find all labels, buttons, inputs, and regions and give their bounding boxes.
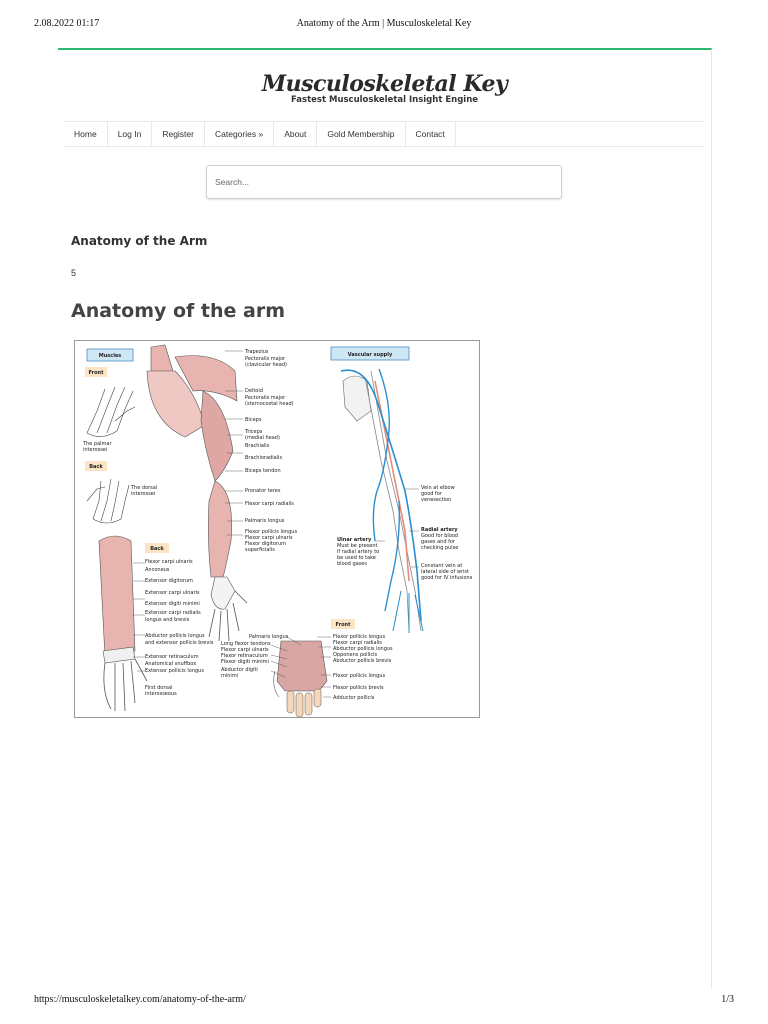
nav-item-contact[interactable]: Contact (406, 122, 456, 146)
label-hand-palmaris-longus: Palmaris longus (249, 634, 289, 640)
label-deltoid: Deltoid (245, 388, 263, 394)
label-venesection: venesection (421, 497, 452, 503)
label-palmar-2: interossei (83, 447, 108, 453)
palmar-hand-sketch (87, 387, 135, 437)
label-gases-and: gases and for (421, 539, 455, 545)
label-pectoralis-major-2: Pectoralis major (245, 395, 286, 401)
label-epl: Extensor pollicis longus (145, 668, 204, 674)
label-pectoralis-major-1: Pectoralis major (245, 356, 286, 362)
label-epb: and extensor pollicis brevis (145, 640, 214, 646)
label-biceps: Biceps (245, 417, 262, 423)
site-tagline: Fastest Musculoskeletal Insight Engine (290, 95, 479, 105)
label-hand-fcu: Flexor carpi ulnaris (221, 647, 269, 653)
label-dorsal-1: The dorsal (131, 485, 158, 491)
print-date: 2.08.2022 01:17 (34, 18, 100, 29)
nav-item-log-in[interactable]: Log In (108, 122, 153, 146)
label-flexor-carpi-radialis: Flexor carpi radialis (245, 501, 294, 507)
label-extensor-digiti-minimi: Extensor digiti minimi (145, 601, 200, 607)
back-leader-lines (133, 563, 145, 671)
label-flexor-digitorum: Flexor digitorum (245, 541, 287, 547)
label-vein-elbow: Vein at elbow (421, 485, 455, 491)
label-superficialis: superficialis (245, 547, 275, 553)
label-iv-infusions: good for IV infusions (421, 575, 473, 581)
label-extensor-retinaculum: Extensor retinaculum (145, 654, 199, 660)
label-abductor-digiti: Abductor digiti (221, 667, 258, 673)
page-frame (58, 48, 712, 988)
muscles-box-label: Muscles (98, 353, 122, 359)
label-dorsal-2: interossei (131, 491, 156, 497)
label-adductor-pollicis: Adductor pollicis (333, 695, 375, 701)
front-label-2: Front (335, 622, 351, 628)
label-hand-apl: Abductor pollicis longus (333, 646, 393, 652)
post-number: 5 (71, 268, 77, 278)
nav-item-register[interactable]: Register (152, 122, 205, 146)
label-flexor-pollicis-longus: Flexor pollicis longus (245, 529, 298, 535)
label-radial-artery: Radial artery (421, 527, 458, 533)
label-fpb: Flexor pollicis brevis (333, 685, 384, 691)
label-anconeus: Anconeus (145, 567, 170, 573)
post-title: Anatomy of the Arm (71, 234, 208, 248)
nav-item-categories[interactable]: Categories » (205, 122, 274, 146)
article-heading: Anatomy of the arm (71, 300, 286, 322)
label-constant-vein: Constant vein at (421, 563, 463, 569)
anatomy-illustration (75, 341, 480, 718)
label-extensor-carpi-ulnaris: Extensor carpi ulnaris (145, 590, 200, 596)
label-long-flexor-tendons: Long flexor tendons (221, 641, 271, 647)
vascular-leader-lines (375, 489, 419, 567)
site-brand[interactable] (58, 71, 711, 105)
print-document-title: Anatomy of the Arm | Musculoskeletal Key (296, 18, 472, 29)
label-clavicular-head: (clavicular head) (245, 362, 287, 368)
label-brachioradialis: Brachioradialis (245, 455, 283, 461)
label-hand-fcr: Flexor carpi radialis (333, 640, 382, 646)
label-first-dorsal: First dorsal (145, 685, 173, 691)
label-checking-pulse: checking pulse (421, 545, 459, 551)
label-apb: Abductor pollicis brevis (333, 658, 392, 664)
label-biceps-tendon: Biceps tendon (245, 468, 281, 474)
front-hand-illustration (274, 641, 327, 717)
print-header (34, 18, 734, 32)
label-palmar-1: The palmar (83, 441, 112, 447)
label-brachialis: Brachialis (245, 443, 270, 449)
label-trapezius: Trapezius (245, 349, 269, 355)
print-footer (34, 994, 734, 1008)
label-interosseous: interosseous (145, 691, 177, 697)
arm-muscle-illustration (147, 345, 247, 641)
vascular-arm-illustration (341, 369, 423, 633)
label-ecr: Extensor carpi radialis (145, 610, 201, 616)
label-flexor-retinaculum: Flexor retinaculum (221, 653, 268, 659)
print-page-number: 1/3 (721, 994, 734, 1005)
label-palmaris-longus: Palmaris longus (245, 518, 285, 524)
label-abductor-pollicis-longus: Abductor pollicis longus (145, 633, 205, 639)
main-nav (64, 121, 704, 147)
dorsal-hand-sketch (87, 479, 129, 523)
front-label-1: Front (88, 370, 104, 376)
site-logo-text[interactable]: Musculoskeletal Key (261, 71, 508, 97)
label-extensor-digitorum: Extensor digitorum (145, 578, 193, 584)
print-url: https://musculoskeletalkey.com/anatomy-of-the-arm/ (34, 994, 246, 1005)
label-pronator-teres: Pronator teres (245, 488, 281, 494)
nav-item-gold-membership[interactable]: Gold Membership (317, 122, 405, 146)
label-medial-head: (medial head) (245, 435, 280, 441)
label-anatomical-snuffbox: Anatomical snuffbox (145, 661, 197, 667)
label-hand-fpl-1: Flexor pollicis longus (333, 634, 386, 640)
label-must-be-present: Must be present (337, 543, 378, 549)
back-label-1: Back (89, 464, 103, 470)
label-flexor-carpi-ulnaris: Flexor carpi ulnaris (245, 535, 293, 541)
label-be-used: be used to take (337, 555, 376, 561)
label-ulnar-artery: Ulnar artery (337, 537, 372, 543)
label-longus-brevis: longus and brevis (145, 617, 190, 623)
back-label-2: Back (150, 546, 164, 552)
nav-item-about[interactable]: About (274, 122, 317, 146)
label-triceps: Triceps (245, 429, 263, 435)
search-box (206, 165, 562, 199)
label-sternocostal-head: (sternocostal head) (245, 401, 294, 407)
nav-item-home[interactable]: Home (64, 122, 108, 146)
label-lateral-side: lateral side of wrist (421, 569, 469, 575)
anatomy-figure (74, 340, 480, 718)
label-flexor-digiti-minimi: Flexor digiti minimi (221, 659, 269, 665)
label-minimi: minimi (221, 673, 239, 679)
back-forearm-illustration (99, 536, 147, 711)
search-input[interactable] (207, 166, 561, 198)
label-good-for-blood: Good for blood (421, 533, 459, 539)
label-opponens-pollicis: Opponens pollicis (333, 652, 378, 658)
label-if-radial: if radial artery to (337, 549, 380, 555)
label-blood-gases: blood gases (337, 561, 367, 567)
label-good-for: good for (421, 491, 442, 497)
label-hand-fpl-2: Flexor pollicis longus (333, 673, 386, 679)
label-back-fcu: Flexor carpi ulnaris (145, 559, 193, 565)
vascular-box-label: Vascular supply (347, 352, 393, 358)
